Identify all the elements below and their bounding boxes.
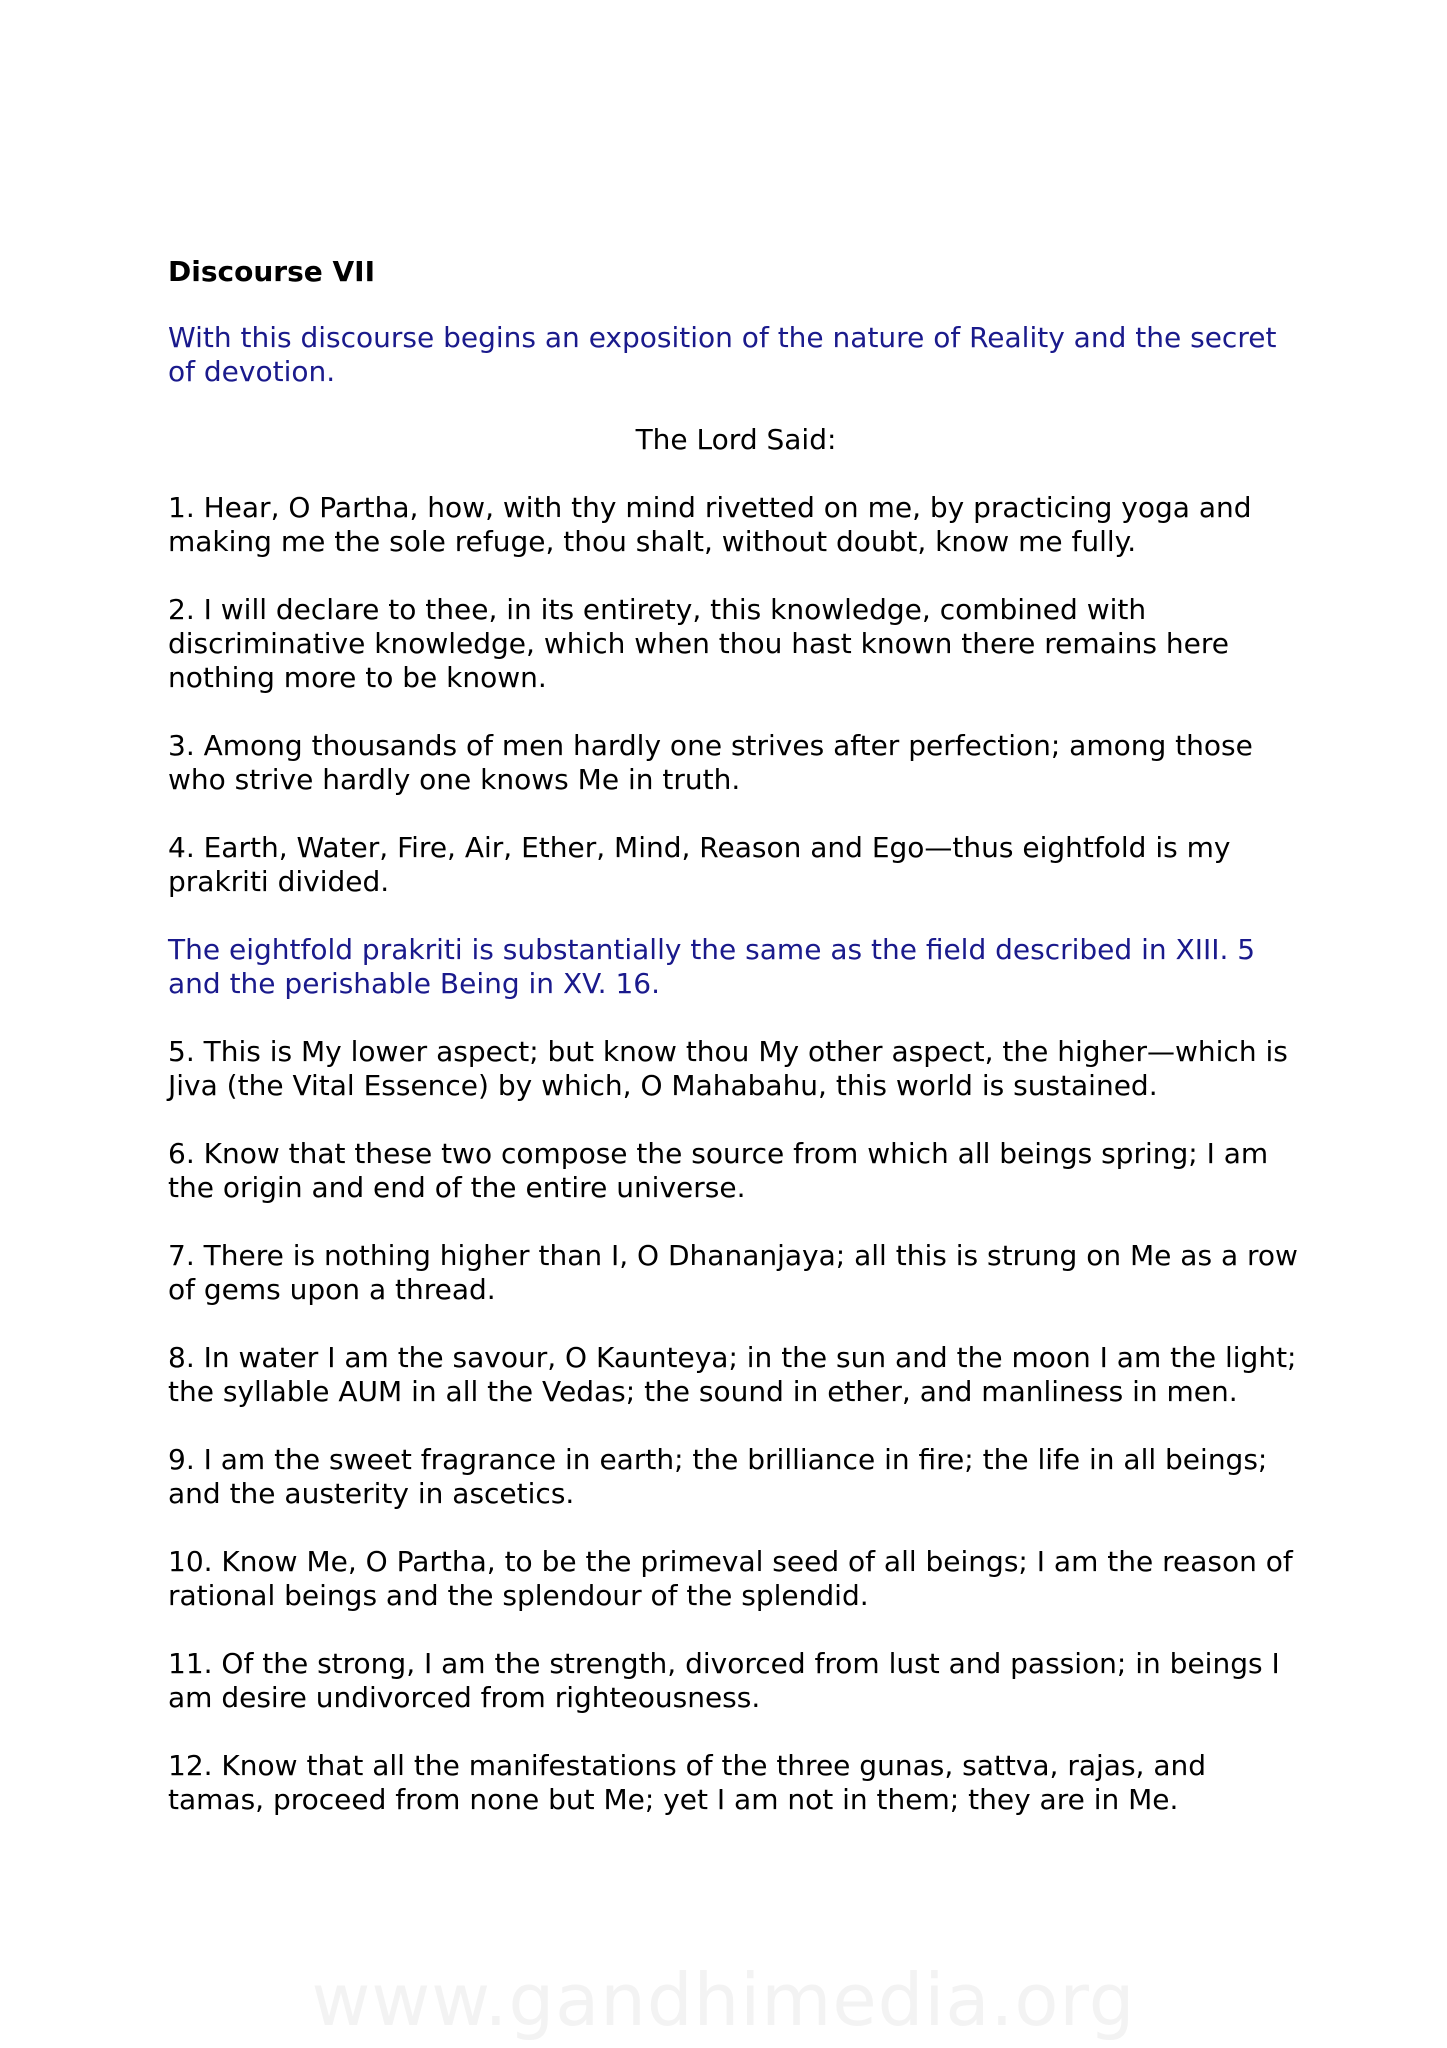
verse-7: 7. There is nothing higher than I, O Dhananjaya; all this is strung on Me as a row of gems upon a thread. [168,1239,1298,1306]
verse-12: 12. Know that all the manifestations of the three gunas, sattva, rajas, and tamas, proceed from none but Me; yet I am not in them; they are in Me. [168,1749,1207,1816]
document-body [168,254,1298,1851]
verse-4: 4. Earth, Water, Fire, Air, Ether, Mind, Reason and Ego—thus eightfold is my prakriti divided. [168,831,1231,898]
verse-11: 11. Of the strong, I am the strength, divorced from lust and passion; in beings I am desire undivorced from righteousness. [168,1647,1280,1714]
verse-4-note: The eightfold prakriti is substantially the same as the field described in XIII. 5 and the perishable Being in XV. 16. [168,933,1256,1000]
discourse-heading: Discourse VII [168,255,375,288]
verse-10: 10. Know Me, O Partha, to be the primeval seed of all beings; I am the reason of rational beings and the splendour of the splendid. [168,1545,1293,1612]
verse-5: 5. This is My lower aspect; but know thou My other aspect, the higher—which is Jiva (the Vital Essence) by which, O Mahabahu, this world is sustained. [168,1035,1288,1102]
verse-1: 1. Hear, O Partha, how, with thy mind rivetted on me, by practicing yoga and making me the sole refuge, thou shalt, without doubt, know me fully. [168,491,1252,558]
verse-3: 3. Among thousands of men hardly one strives after perfection; among those who strive hardly one knows Me in truth. [168,729,1253,796]
speaker-line: The Lord Said: [635,423,837,456]
intro-note: With this discourse begins an exposition of the nature of Reality and the secret of devotion. [168,321,1277,388]
verse-6: 6. Know that these two compose the source from which all beings spring; I am the origin and end of the entire universe. [168,1137,1269,1204]
verse-8: 8. In water I am the savour, O Kaunteya; in the sun and the moon I am the light; the syllable AUM in all the Vedas; the sound in ether, and manliness in men. [168,1341,1297,1408]
verse-2: 2. I will declare to thee, in its entirety, this knowledge, combined with discriminative knowledge, which when thou hast known there remains here nothing more to be known. [168,593,1229,694]
verse-9: 9. I am the sweet fragrance in earth; the brilliance in fire; the life in all beings; and the austerity in ascetics. [168,1443,1268,1510]
watermark: www.gandhimedia.org [311,1958,1136,2042]
